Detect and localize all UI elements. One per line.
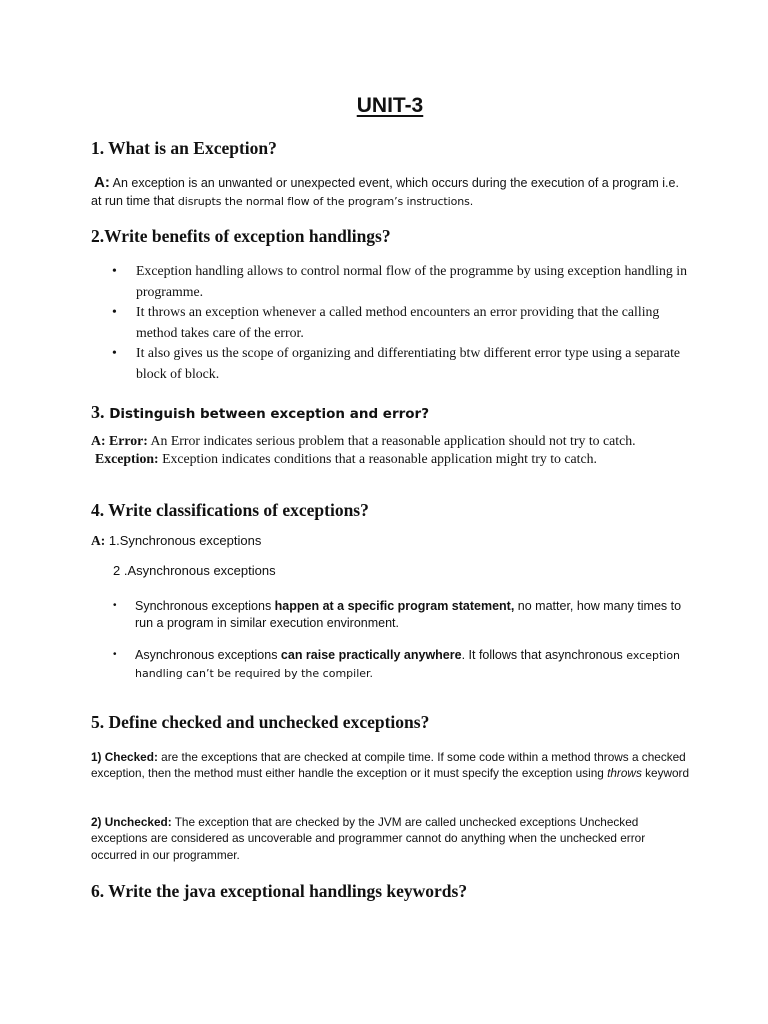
q1-heading: 1. What is an Exception? (91, 138, 277, 158)
bullet-icon: • (113, 600, 117, 611)
q1-answer-tail: disrupts the normal flow of the program’s instructions. (177, 195, 474, 208)
bullet-icon: • (112, 345, 117, 361)
list-item: • It also gives us the scope of organizing and differentiating btw different error type using a separate block of block. (112, 345, 681, 381)
q4-item-1: A: 1.Synchronous exceptions (91, 533, 262, 548)
q5-heading: 5. Define checked and unchecked exceptions? (91, 712, 430, 732)
q3-error-line: A: Error: An Error indicates serious problem that a reasonable application should not try to catch. (91, 433, 636, 448)
q4-bullet-list-2 (113, 647, 693, 682)
q4-bullet-list-1 (113, 598, 693, 631)
q3-exception-line: Exception: Exception indicates conditions that a reasonable application might try to catch. (95, 450, 597, 466)
q5-unchecked: 2) Unchecked: The exception that are checked by the JVM are called unchecked exceptions Unchecked exceptions are considered as uncoverable and programmer cannot do anything when the unchecked error occurred in our programmer. (91, 815, 646, 862)
q2-heading: 2.Write benefits of exception handlings? (91, 226, 391, 246)
q6-heading: 6. Write the java exceptional handlings keywords? (91, 881, 468, 901)
bullet-icon: • (113, 649, 117, 660)
q1-answer-text: An exception is an unwanted or unexpected event, which occurs during the execution of a program i.e. at run time that (91, 176, 679, 208)
bullet-icon: • (112, 304, 117, 320)
q2-bullet-list (112, 261, 702, 385)
q4-item-2: 2 .Asynchronous exceptions (113, 563, 276, 578)
list-item: • Synchronous exceptions happen at a specific program statement, no matter, how many times to run a program in similar execution environment. (113, 599, 682, 630)
list-item: • Exception handling allows to control normal flow of the programme by using exception handling in programme. (112, 263, 687, 299)
list-item: • Asynchronous exceptions can raise practically anywhere. It follows that asynchronous exception handling can’t be required by the compiler. (113, 648, 681, 680)
list-item: • It throws an exception whenever a called method encounters an error providing that the calling method takes care of the error. (112, 304, 660, 340)
q3-heading: 3. Distinguish between exception and error? (91, 402, 430, 422)
q1-answer (91, 174, 691, 211)
q1-answer-prefix: A: (94, 174, 110, 191)
q3-answer (91, 432, 691, 467)
bullet-icon: • (112, 263, 117, 278)
q4-heading: 4. Write classifications of exceptions? (91, 500, 369, 520)
q5-checked: 1) Checked: are the exceptions that are checked at compile time. If some code within a method throws a checked exception, then the method must either handle the exception or it must specify the exception using throws keyword (91, 750, 690, 781)
page-title: UNIT-3 (356, 94, 424, 117)
